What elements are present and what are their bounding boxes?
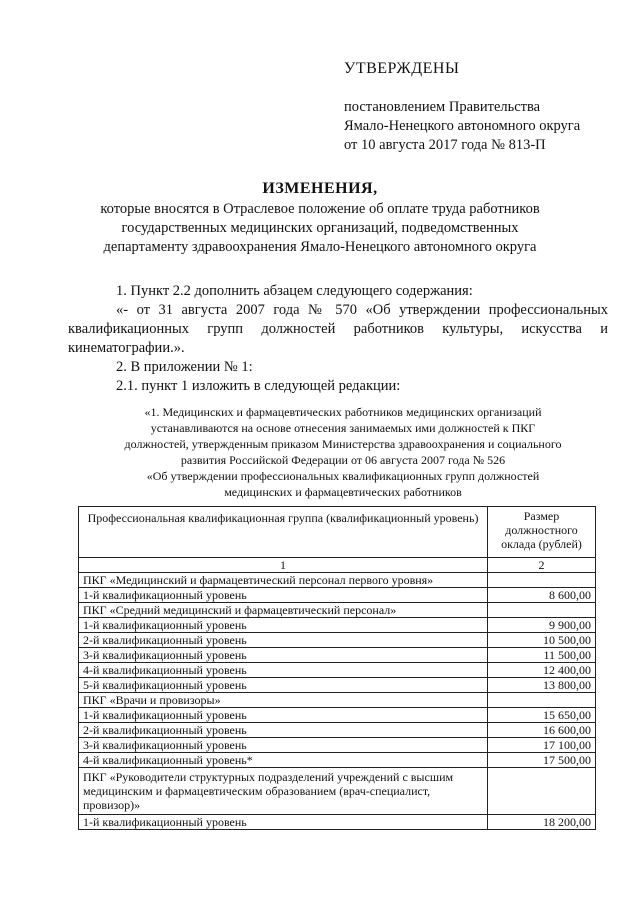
row-value: 13 800,00 [488, 678, 596, 693]
row-label: ПКГ «Медицинский и фармацевтический персонал первого уровня» [79, 573, 488, 588]
table-row [79, 618, 596, 633]
row-label: 2-й квалификационный уровень [79, 633, 488, 648]
approval-title: УТВЕРЖДЕНЫ [344, 60, 460, 77]
row-value [488, 603, 596, 618]
table-row [79, 678, 596, 693]
row-label: 5-й квалификационный уровень [79, 678, 488, 693]
row-value: 8 600,00 [488, 588, 596, 603]
row-value [488, 693, 596, 708]
table-row [79, 648, 596, 663]
table-row [79, 588, 596, 603]
row-value: 11 500,00 [488, 648, 596, 663]
row-label: 4-й квалификационный уровень [79, 663, 488, 678]
table-row [79, 603, 596, 618]
approval-line: от 10 августа 2017 года № 813-П [344, 137, 546, 153]
row-value: 15 650,00 [488, 708, 596, 723]
approval-line: Ямало-Ненецкого автономного округа [344, 118, 581, 134]
row-label: 1-й квалификационный уровень [79, 618, 488, 633]
column-number: 2 [488, 558, 596, 573]
document-heading [0, 180, 640, 257]
row-value [488, 768, 596, 815]
row-value: 16 600,00 [488, 723, 596, 738]
quote-line: устанавливаются на основе отнесения занимаемых ими должностей к ПКГ [150, 421, 536, 435]
row-value: 17 100,00 [488, 738, 596, 753]
table-row [79, 738, 596, 753]
row-value [488, 573, 596, 588]
quote-line: должностей, утвержденным приказом Министерства здравоохранения и социального [124, 437, 562, 451]
paragraph-4: 2.1. пункт 1 изложить в следующей редакции: [116, 378, 401, 394]
table-row [79, 815, 596, 830]
header-salary: Размер должностного оклада (рублей) [488, 507, 596, 558]
quote-line: «1. Медицинских и фармацевтических работников медицинских организаций [144, 405, 542, 419]
header-group: Профессиональная квалификационная группа (квалификационный уровень) [79, 507, 488, 558]
row-label: 1-й квалификационный уровень [79, 588, 488, 603]
quote-line: «Об утверждении профессиональных квалификационных групп должностей [146, 469, 540, 483]
paragraph-3: 2. В приложении № 1: [116, 359, 253, 375]
row-value: 18 200,00 [488, 815, 596, 830]
row-label: 3-й квалификационный уровень [79, 738, 488, 753]
row-value: 17 500,00 [488, 753, 596, 768]
table-row [79, 768, 596, 815]
paragraph-1: 1. Пункт 2.2 дополнить абзацем следующего содержания: [116, 283, 473, 299]
row-label: 3-й квалификационный уровень [79, 648, 488, 663]
table-row [79, 708, 596, 723]
table-row [79, 573, 596, 588]
column-number: 1 [79, 558, 488, 573]
document-body [68, 282, 608, 396]
table-row [79, 753, 596, 768]
table-number-row [79, 558, 596, 573]
row-value: 9 900,00 [488, 618, 596, 633]
approval-line: постановлением Правительства [344, 99, 541, 115]
row-label: ПКГ «Руководители структурных подразделений учреждений с высшим медицинским и фармацевтическим образованием (врач-специалист, провизор)» [79, 768, 488, 815]
row-label: 1-й квалификационный уровень [79, 708, 488, 723]
heading-line: департаменту здравоохранения Ямало-Ненецкого автономного округа [103, 239, 537, 255]
table-row [79, 723, 596, 738]
heading-title: ИЗМЕНЕНИЯ, [262, 180, 378, 197]
table-row [79, 633, 596, 648]
heading-line: которые вносятся в Отраслевое положение об оплате труда работников [100, 201, 540, 217]
quoted-clause [88, 404, 598, 500]
approval-block [344, 60, 580, 155]
row-value: 12 400,00 [488, 663, 596, 678]
row-label: 2-й квалификационный уровень [79, 723, 488, 738]
table-row [79, 663, 596, 678]
table-header-row [79, 507, 596, 558]
salary-table [78, 506, 596, 830]
row-label: 4-й квалификационный уровень* [79, 753, 488, 768]
row-value: 10 500,00 [488, 633, 596, 648]
row-label: ПКГ «Врачи и провизоры» [79, 693, 488, 708]
quote-line: развития Российской Федерации от 06 августа 2007 года № 526 [180, 453, 506, 467]
paragraph-2: «- от 31 августа 2007 года № 570 «Об утверждении профессиональных квалификационных групп должностей работников культуры, искусства и кинематографии.». [68, 302, 608, 356]
heading-line: государственных медицинских организаций, подведомственных [121, 220, 519, 236]
quote-line: медицинских и фармацевтических работников [224, 485, 462, 499]
row-label: 1-й квалификационный уровень [79, 815, 488, 830]
table-row [79, 693, 596, 708]
row-label: ПКГ «Средний медицинский и фармацевтический персонал» [79, 603, 488, 618]
